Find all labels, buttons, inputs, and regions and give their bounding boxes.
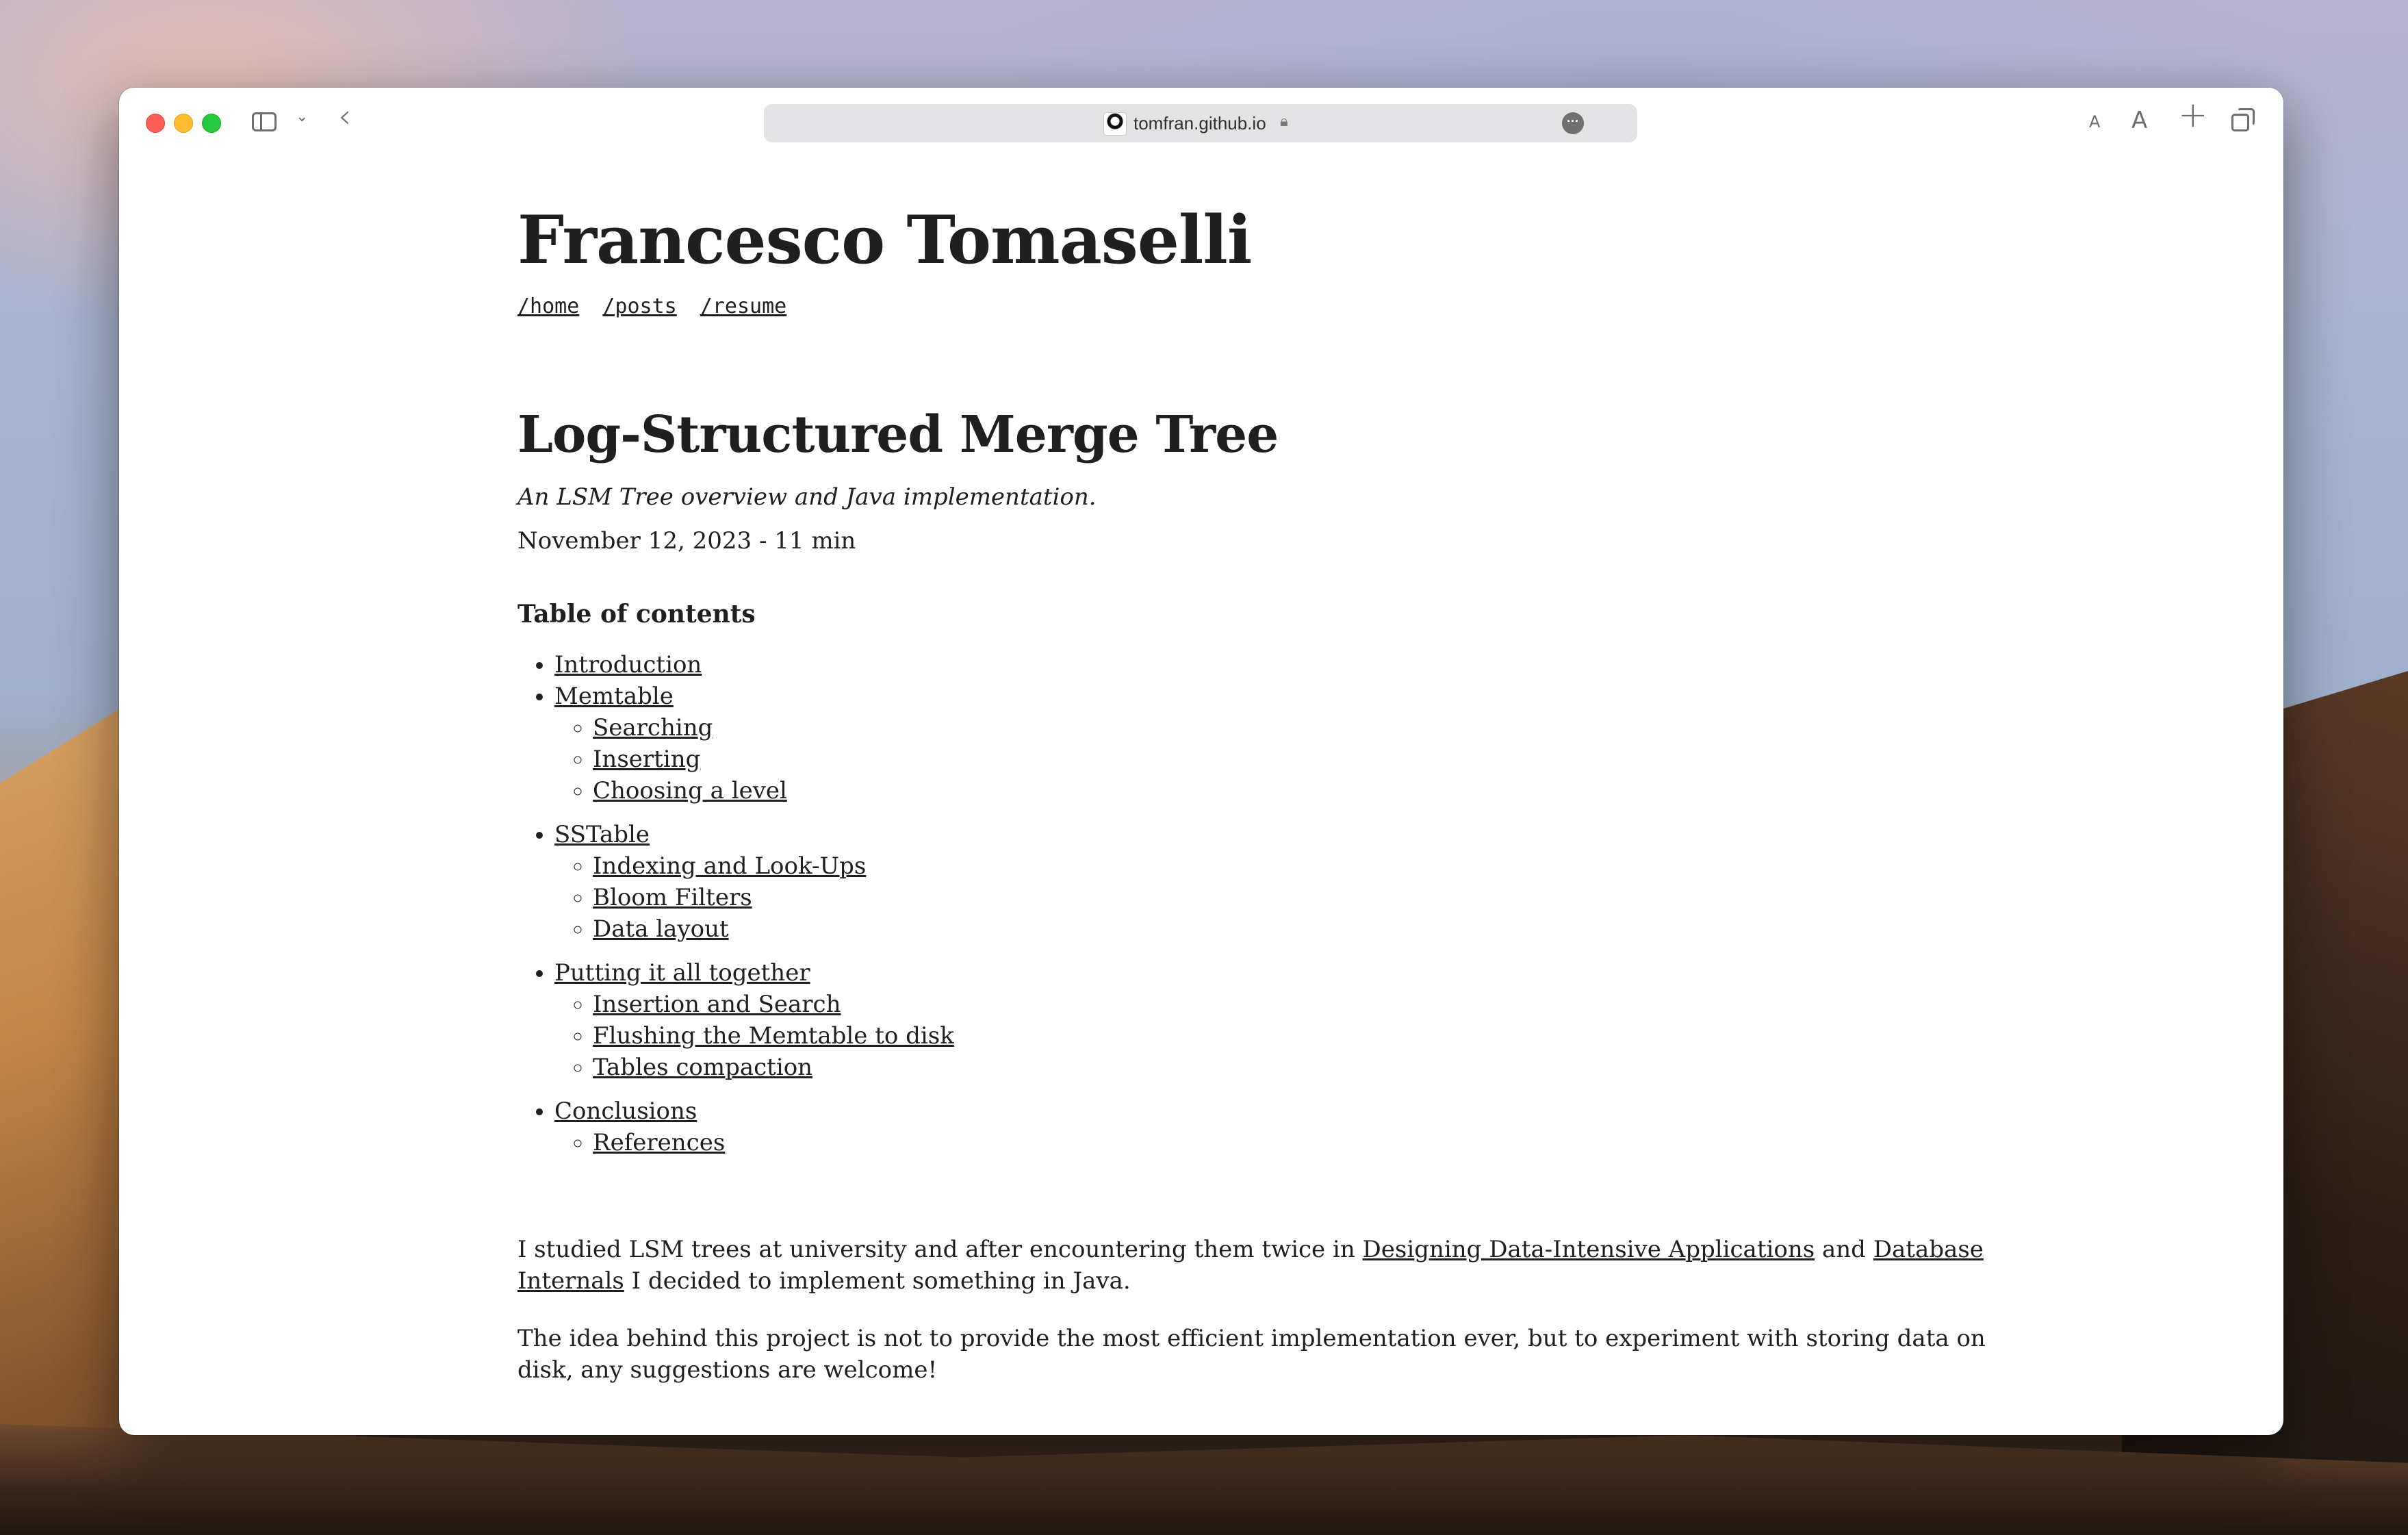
toc-subitem [593,1020,1996,1052]
post-subtitle: An LSM Tree overview and Java implementation. [517,483,1097,511]
toc-subitem [593,850,1996,882]
table-of-contents [517,649,1996,1158]
back-arrow-icon[interactable]: ‹ [338,97,352,136]
nav-link-posts[interactable]: /posts [602,294,677,318]
desktop-dune-bottom [0,1424,2408,1535]
paragraph-idea: The idea behind this project is not to provide the most efficient implementation ever, but to experiment with storing data on disk, any suggestions are welcome! [517,1324,1986,1384]
minimize-window-button[interactable] [174,114,193,133]
page-menu-icon[interactable]: ··· [1562,112,1584,134]
toc-subitem [593,744,1996,775]
toc-link-references[interactable]: References [593,1128,726,1156]
toc-link-memtable[interactable]: Memtable [554,682,674,710]
toc-link-introduction[interactable]: Introduction [554,650,702,678]
toc-item [554,1095,1996,1158]
browser-window [119,88,2283,1435]
new-tab-icon[interactable]: + [2178,94,2208,136]
toc-heading: Table of contents [517,599,756,629]
toc-item [554,819,1996,945]
para-text: and [1815,1235,1873,1263]
toc-subitem [593,913,1996,945]
site-favicon-icon [1103,112,1127,136]
decrease-font-icon[interactable]: A [2089,112,2101,131]
nav-link-resume[interactable]: /resume [700,294,787,318]
toc-item [554,649,1996,681]
toc-item [554,681,1996,807]
toc-link-sstable[interactable]: SSTable [554,820,650,848]
site-title[interactable]: Francesco Tomaselli [517,201,1252,279]
link-designing-data-intensive-applications[interactable]: Designing Data-Intensive Applications [1362,1235,1815,1263]
toc-subitem [593,712,1996,744]
toc-link-bloom-filters[interactable]: Bloom Filters [593,883,752,911]
toc-link-putting-it-all-together[interactable]: Putting it all together [554,959,810,987]
page-content [517,201,1996,1412]
chevron-down-icon[interactable]: ⌄ [296,108,309,125]
toc-link-flushing[interactable]: Flushing the Memtable to disk [593,1022,954,1050]
toc-link-searching[interactable]: Searching [593,713,713,741]
toc-sublist [554,850,1996,945]
post-meta: November 12, 2023 - 11 min [517,527,856,555]
toc-subitem [593,989,1996,1020]
zoom-window-button[interactable] [202,114,221,133]
toc-subitem [593,775,1996,807]
tab-overview-icon[interactable] [2231,108,2256,133]
toc-sublist [554,712,1996,807]
sidebar-toggle-icon[interactable] [252,112,277,131]
toc-subitem [593,1127,1996,1158]
para-text: I decided to implement something in Java. [624,1267,1131,1295]
address-bar[interactable] [764,104,1637,142]
toc-item [554,957,1996,1083]
link-database-internals[interactable]: Database Internals [517,1235,1984,1295]
toc-link-insertion-and-search[interactable]: Insertion and Search [593,990,841,1018]
lock-icon: 🔒︎ [1280,112,1288,129]
toc-link-choosing-a-level[interactable]: Choosing a level [593,776,787,804]
toc-link-conclusions[interactable]: Conclusions [554,1097,697,1125]
toc-link-data-layout[interactable]: Data layout [593,915,729,943]
toc-link-indexing[interactable]: Indexing and Look-Ups [593,852,867,880]
url-text: tomfran.github.io [1133,113,1266,134]
post-body [517,1234,1996,1386]
increase-font-icon[interactable]: A [2131,107,2148,134]
site-nav [517,294,1996,318]
toc-sublist [554,1127,1996,1158]
paragraph-intro [517,1234,1996,1297]
toc-link-tables-compaction[interactable]: Tables compaction [593,1053,813,1081]
browser-toolbar [119,88,2283,159]
post-title: Log-Structured Merge Tree [517,405,1279,464]
close-window-button[interactable] [146,114,165,133]
para-text: I studied LSM trees at university and after encountering them twice in [517,1235,1363,1263]
toc-subitem [593,1052,1996,1083]
toc-link-inserting[interactable]: Inserting [593,745,701,773]
toc-sublist [554,989,1996,1083]
toc-subitem [593,882,1996,913]
nav-link-home[interactable]: /home [517,294,580,318]
